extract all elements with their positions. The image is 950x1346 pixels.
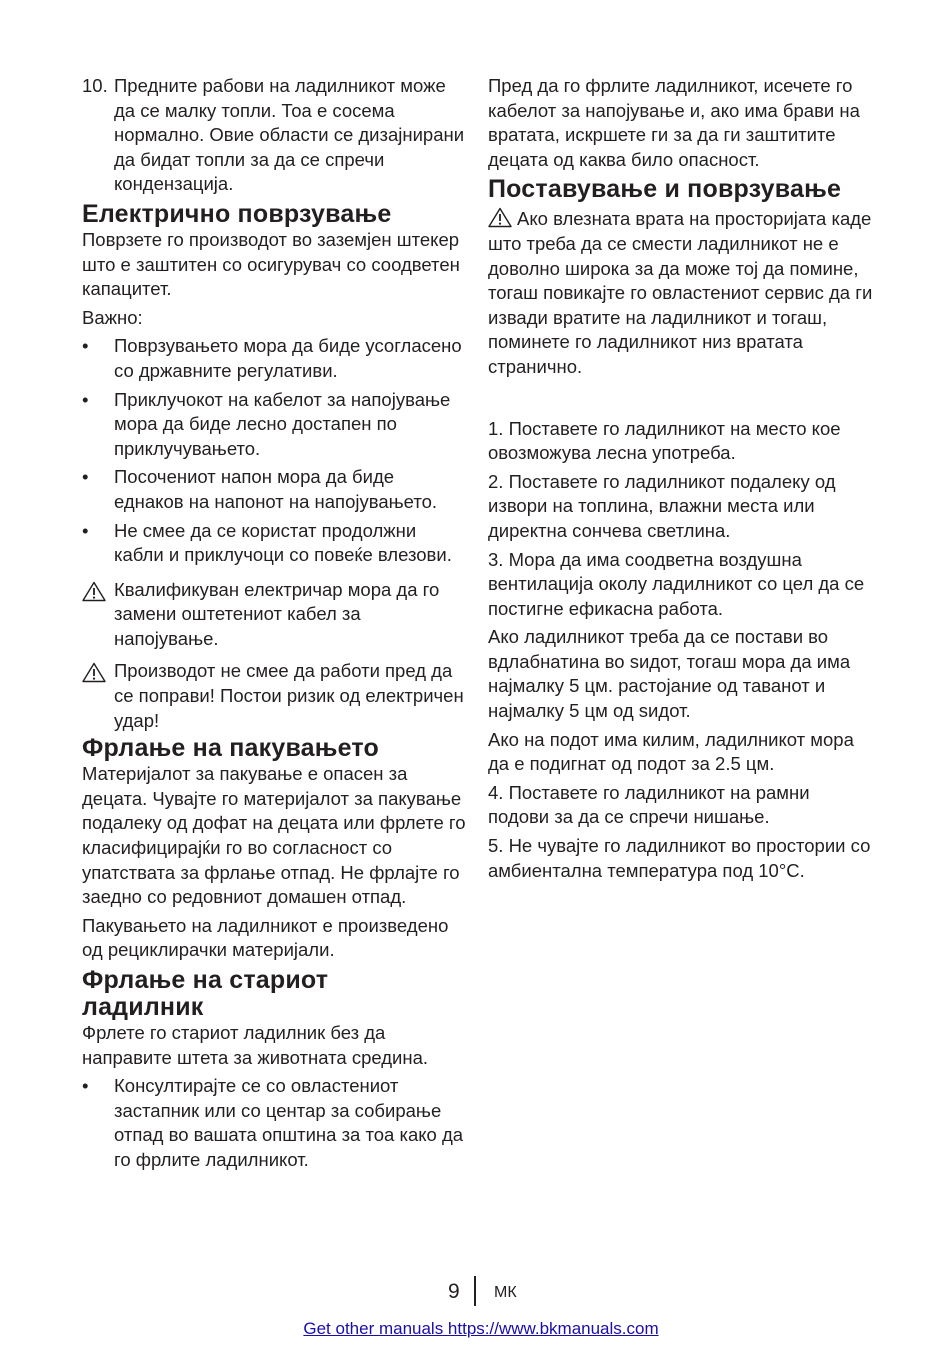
- bullet-text: Посочениот напон мора да биде еднаков на напонот на напојувањето.: [114, 466, 438, 512]
- bullet-text: Не смее да се користат продолжни кабли и приклучоци со повеќе влезови.: [114, 519, 452, 566]
- packaging-paragraph: Пакувањето на ладилникот е произведено од рециклирачки материјали.: [82, 914, 449, 961]
- bullet-marker: •: [82, 1075, 89, 1097]
- page-number: 9: [448, 1280, 460, 1303]
- bullet-marker: •: [82, 335, 89, 357]
- placement-item: Ако ладилникот треба да се постави во вдлабнатина во ѕидот, тогаш мора да има најмалку 5 цм. растојание од таванот и најмалку 5 цм од ѕидот.: [488, 626, 851, 722]
- placement-item: Ако на подот има килим, ладилникот мора да е подигнат од подот за 2.5 цм.: [488, 728, 854, 775]
- placement-item: 1. Поставете го ладилникот на место кое овозможува лесна употреба.: [488, 417, 841, 464]
- heading-placement-connection: Поставување и поврзување: [488, 175, 842, 204]
- placement-item: 5. Не чувајте го ладилникот во простории со амбиентална температура под 10°C.: [488, 835, 871, 881]
- old-fridge-intro: Фрлете го стариот ладилник без да направите штета за животната средина.: [82, 1022, 429, 1068]
- warning-text: Производот не смее да работи пред да се поправи! Постои ризик од електричен удар!: [114, 660, 464, 731]
- right-column: [488, 74, 873, 887]
- warning-text: Квалификуван електричар мора да го замени оштетениот кабел за напојување.: [114, 578, 440, 649]
- warning-triangle-icon: [488, 207, 512, 228]
- right-top-paragraph: Пред да го фрлите ладилникот, исечете го кабелот за напојување и, ако има брави на вратата, искршете ги за да ги заштитите децата од каква било опасност.: [488, 75, 860, 170]
- bullet-marker: •: [82, 519, 89, 541]
- bullet-item: [82, 465, 467, 514]
- bullet-item: [82, 388, 467, 462]
- bullet-marker: •: [82, 466, 89, 488]
- list-item-text: Предните рабови на ладилникот може да се малку топли. Тоа е сосема нормално. Овие области се дизајнирани да бидат топли за да се спречи кондензација.: [114, 75, 465, 195]
- warning-note: [82, 659, 467, 733]
- warning-note: [82, 578, 467, 652]
- warning-triangle-icon: [82, 581, 106, 602]
- warning-triangle-icon: [82, 662, 106, 683]
- bullet-text: Консултирајте се со овластениот застапник или со центар за собирање отпад во вашата општина за тоа како да го фрлите ладилникот.: [114, 1075, 464, 1170]
- footer-divider: [474, 1276, 476, 1306]
- bullet-item: [82, 1074, 467, 1172]
- spacer: [488, 388, 873, 417]
- electrical-intro: Поврзете го производот во заземјен штекер што е заштитен со осигурувач со соодветен капацитет.: [82, 228, 460, 300]
- packaging-paragraph: Материјалот за пакување е опасен за децата. Чувајте го материјалот за пакување подалеку од дофат на децата или фрлете го класифицирајќи го во согласност со упатствата за фрлање отпад. Не фрлајте го заедно со редовниот домашен отпад.: [82, 763, 466, 908]
- heading-old-fridge-disposal: Фрлање на стариот ладилник: [82, 966, 329, 1021]
- placement-item: 3. Мора да има соодветна воздушна вентилација околу ладилникот со цел да се постигне ефикасна работа.: [488, 548, 865, 619]
- placement-item: 4. Поставете го ладилникот на рамни подови за да се спречи нишање.: [488, 781, 810, 828]
- list-item-10: [82, 74, 467, 197]
- bullet-text: Поврзувањето мора да биде усогласено со државните регулативи.: [114, 335, 462, 381]
- important-label: Важно:: [82, 306, 143, 328]
- bullet-text: Приклучокот на кабелот за напојување мора да биде лесно достапен по приклучувањето.: [114, 388, 451, 459]
- heading-electrical-connection: Електрично поврзување: [82, 199, 392, 228]
- manuals-link[interactable]: Get other manuals https://www.bkmanuals.com: [303, 1319, 659, 1338]
- warning-text: Ако влезната врата на просторијата каде што треба да се смести ладилникот не е доволно широка за да може тој да помине, тогаш повикајте го овластениот сервис да ги извади вратите на ладилникот и тогаш, поминете го ладилникот низ вратата странично.: [488, 208, 873, 377]
- bullet-item: [82, 334, 467, 383]
- list-number: 10.: [82, 75, 108, 96]
- placement-warning: [488, 207, 873, 379]
- heading-packaging-disposal: Фрлање на пакувањето: [82, 734, 380, 763]
- language-code: МК: [494, 1284, 517, 1301]
- placement-item: 2. Поставете го ладилникот подалеку од извори на топлина, влажни места или директна сончева светлина.: [488, 470, 836, 541]
- bullet-marker: •: [82, 388, 89, 410]
- bullet-item: [82, 519, 467, 568]
- left-column: [82, 74, 467, 1177]
